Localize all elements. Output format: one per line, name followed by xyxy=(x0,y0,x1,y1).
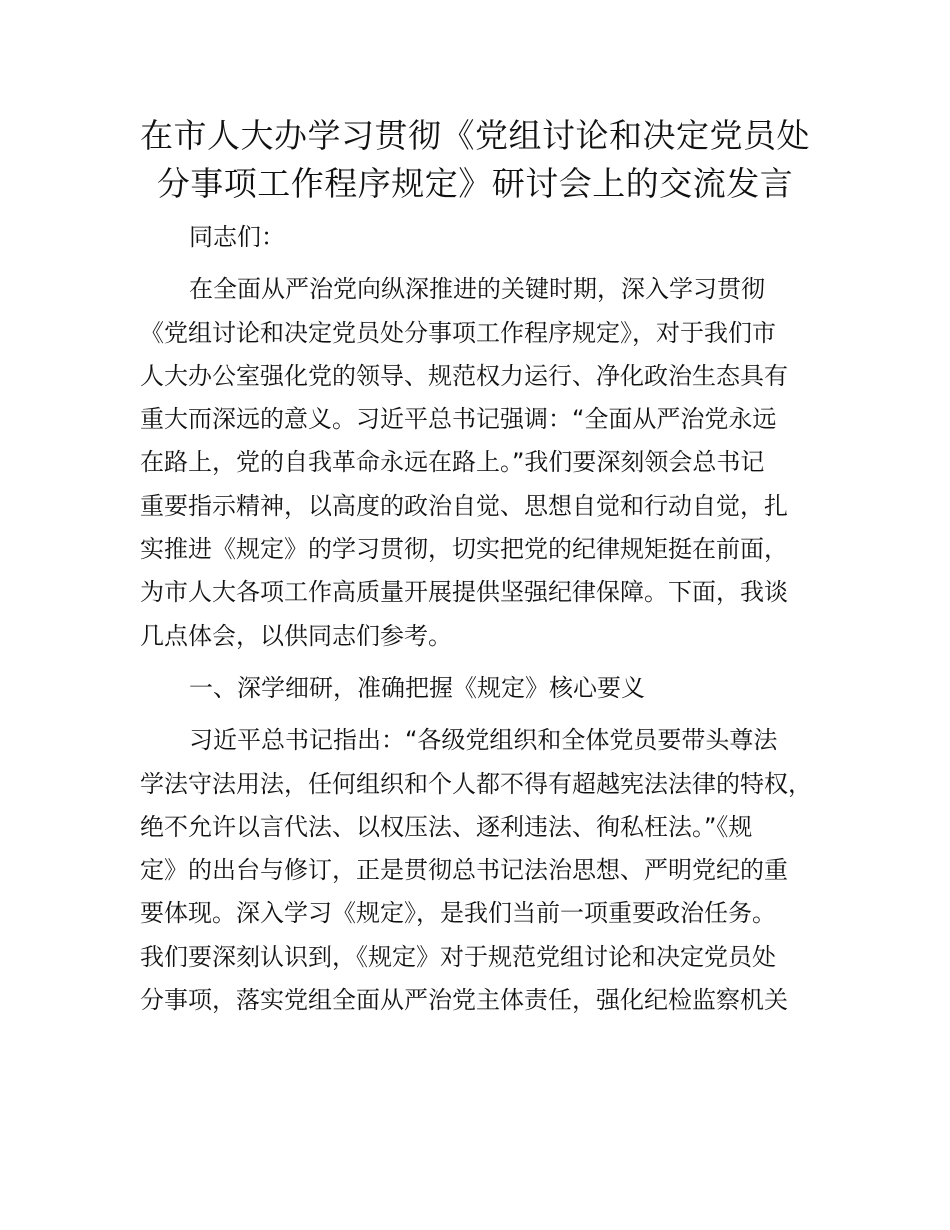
paragraph-line: 分事项，落实党组全面从严治党主体责任，强化纪检监察机关 xyxy=(140,986,788,1015)
paragraph-line: 习近平总书记指出：“各级党组织和全体党员要带头尊法 xyxy=(189,726,778,755)
paragraph-line: 重大而深远的意义。习近平总书记强调：“全面从严治党永远 xyxy=(140,405,777,434)
paragraph-line: 我们要深刻认识到，《规定》对于规范党组讨论和决定党员处 xyxy=(140,942,776,971)
paragraph-gap xyxy=(140,259,840,268)
paragraph-line: 实推进《规定》的学习贯彻，切实把党的纪律规矩挺在前面， xyxy=(140,535,788,564)
paragraph-line: 在全面从严治党向纵深推进的关键时期，深入学习贯彻 xyxy=(189,275,765,304)
paragraph-line: 几点体会，以供同志们参考。 xyxy=(140,621,452,650)
paragraph-line: 学法守法用法，任何组织和个人都不得有超越宪法法律的特权， xyxy=(140,769,812,798)
paragraph-gap xyxy=(140,658,840,667)
title-line: 分事项工作程序规定》研讨会上的交流发言 xyxy=(156,164,794,203)
salutation: 同志们： xyxy=(189,223,285,251)
document-body xyxy=(140,216,840,1022)
document-title xyxy=(120,112,830,208)
paragraph-line: 为市人大各项工作高质量开展提供坚强纪律保障。下面，我谈 xyxy=(140,578,788,607)
section-heading: 一、深学细研，准确把握《规定》核心要义 xyxy=(189,673,645,702)
paragraph-line: 重要指示精神，以高度的政治自觉、思想自觉和行动自觉，扎 xyxy=(140,491,788,520)
paragraph-gap xyxy=(140,710,840,719)
paragraph-line: 要体现。深入学习《规定》，是我们当前一项重要政治任务。 xyxy=(140,899,776,928)
title-line: 在市人大办学习贯彻《党组讨论和决定党员处 xyxy=(140,116,810,155)
paragraph-line: 《党组讨论和决定党员处分事项工作程序规定》，对于我们市 xyxy=(140,318,776,347)
paragraph-line: 人大办公室强化党的领导、规范权力运行、净化政治生态具有 xyxy=(140,361,788,390)
paragraph-1 xyxy=(140,268,840,658)
paragraph-line: 绝不允许以言代法、以权压法、逐利违法、徇私枉法。”《规 xyxy=(140,812,753,841)
paragraph-line: 在路上，党的自我革命永远在路上。”我们要深刻领会总书记 xyxy=(140,448,765,477)
paragraph-line: 定》的出台与修订，正是贯彻总书记法治思想、严明党纪的重 xyxy=(140,856,788,885)
paragraph-2 xyxy=(140,719,840,1022)
